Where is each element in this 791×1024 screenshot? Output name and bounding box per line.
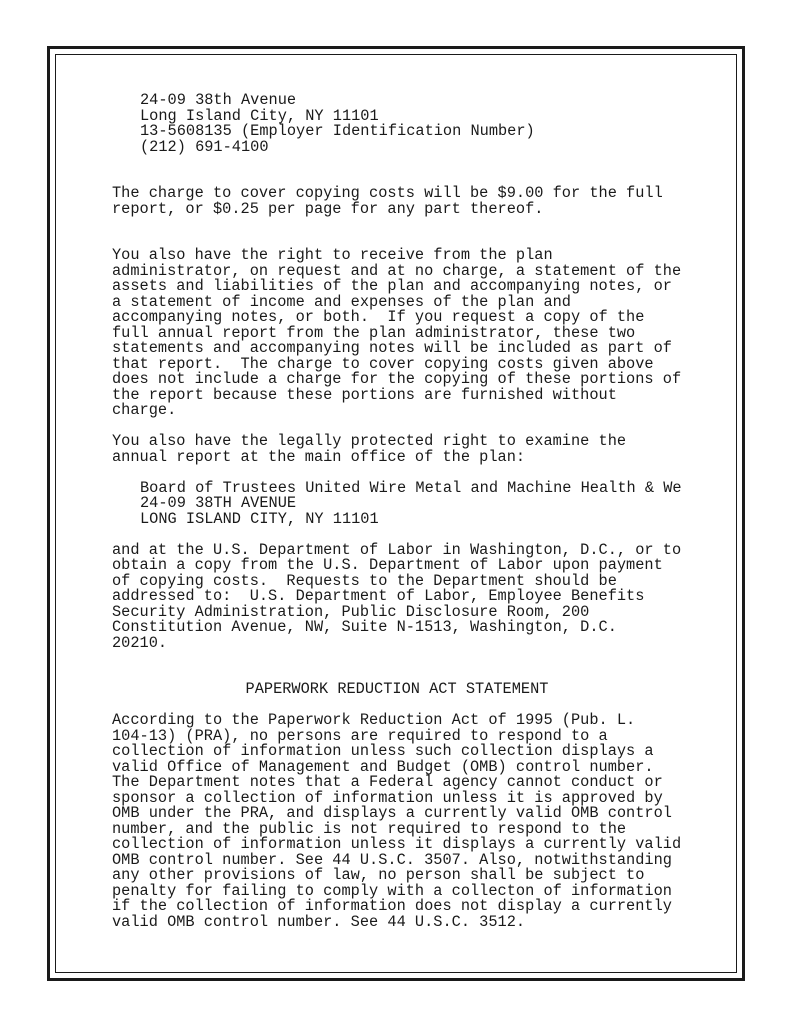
paragraph-line: valid OMB control number. See 44 U.S.C. 3512.: [112, 912, 526, 931]
paragraph-line: You also have the right to receive from the plan: [112, 246, 553, 264]
paragraph-line: obtain a copy from the U.S. Department of Labor upon payment: [112, 556, 663, 574]
address-line: LONG ISLAND CITY, NY 11101: [140, 509, 379, 528]
paragraph-line: valid Office of Management and Budget (OMB) control number.: [112, 757, 654, 776]
paragraph-line: that report. The charge to cover copying costs given above: [112, 354, 654, 373]
paragraph-line: The charge to cover copying costs will be $9.00 for the full: [112, 184, 663, 202]
paragraph-line: if the collection of information does not display a currently: [112, 897, 672, 915]
pra-paragraph: [112, 713, 712, 930]
paragraph-line: You also have the legally protected right to examine the: [112, 432, 627, 450]
statement-rights-paragraph: [112, 248, 712, 419]
address-line: Long Island City, NY 11101: [140, 106, 379, 125]
paragraph-line: addressed to: U.S. Department of Labor, Employee Benefits: [112, 587, 645, 605]
ein-line: 13-5608135 (Employer Identification Number): [140, 122, 535, 140]
paragraph-line: According to the Paperwork Reduction Act of 1995 (Pub. L.: [112, 711, 636, 729]
paragraph-line: full annual report from the plan administrator, these two: [112, 323, 636, 342]
paragraph-line: The Department notes that a Federal agency cannot conduct or: [112, 773, 663, 791]
address-line: 24-09 38TH AVENUE: [140, 494, 297, 512]
pra-section: [112, 682, 712, 698]
paragraph-line: and at the U.S. Department of Labor in Washington, D.C., or to: [112, 540, 682, 559]
paragraph-line: 20210.: [112, 633, 168, 652]
document-body: [112, 93, 712, 930]
plan-office-address: [112, 478, 712, 528]
paragraph-line: number, and the public is not required to respond to the: [112, 819, 627, 838]
paragraph-line: penalty for failing to comply with a collecton of information: [112, 881, 672, 900]
paragraph-line: assets and liabilities of the plan and accompanying notes, or: [112, 277, 672, 295]
paragraph-line: charge.: [112, 401, 177, 419]
paragraph-line: does not include a charge for the copying of these portions of: [112, 370, 682, 388]
paragraph-line: OMB control number. See 44 U.S.C. 3507. Also, notwithstanding: [112, 850, 672, 869]
paragraph-line: Constitution Avenue, NW, Suite N-1513, Washington, D.C.: [112, 618, 617, 636]
plan-name-line: Board of Trustees United Wire Metal and Machine Health & We: [140, 478, 682, 497]
paragraph-line: sponsor a collection of information unless it is approved by: [112, 788, 663, 807]
paragraph-line: statements and accompanying notes will be included as part of: [112, 339, 672, 357]
paragraph-line: Security Administration, Public Disclosure Room, 200: [112, 602, 590, 621]
section-heading: PAPERWORK REDUCTION ACT STATEMENT: [245, 680, 549, 698]
paragraph-line: administrator, on request and at no charge, a statement of the: [112, 261, 682, 280]
paragraph-line: a statement of income and expenses of the plan and: [112, 292, 571, 311]
paragraph-line: 104-13) (PRA), no persons are required to respond to a: [112, 726, 608, 745]
paragraph-line: the report because these portions are furnished without: [112, 385, 617, 404]
paragraph-line: report, or $0.25 per page for any part thereof.: [112, 199, 544, 218]
dol-paragraph: [112, 540, 712, 652]
phone-line: (212) 691-4100: [140, 137, 269, 156]
contact-address-block: [112, 93, 712, 155]
paragraph-line: collection of information unless such collection displays a: [112, 742, 654, 760]
paragraph-line: OMB under the PRA, and displays a currently valid OMB control: [112, 804, 672, 822]
address-line: 24-09 38th Avenue: [140, 91, 297, 109]
paragraph-line: collection of information unless it displays a currently valid: [112, 835, 682, 853]
examine-rights-paragraph: [112, 434, 712, 465]
paragraph-line: of copying costs. Requests to the Department should be: [112, 571, 617, 590]
paragraph-line: any other provisions of law, no person shall be subject to: [112, 866, 645, 884]
paragraph-line: annual report at the main office of the plan:: [112, 447, 526, 466]
copy-charge-paragraph: [112, 186, 712, 217]
paragraph-line: accompanying notes, or both. If you request a copy of the: [112, 308, 645, 326]
